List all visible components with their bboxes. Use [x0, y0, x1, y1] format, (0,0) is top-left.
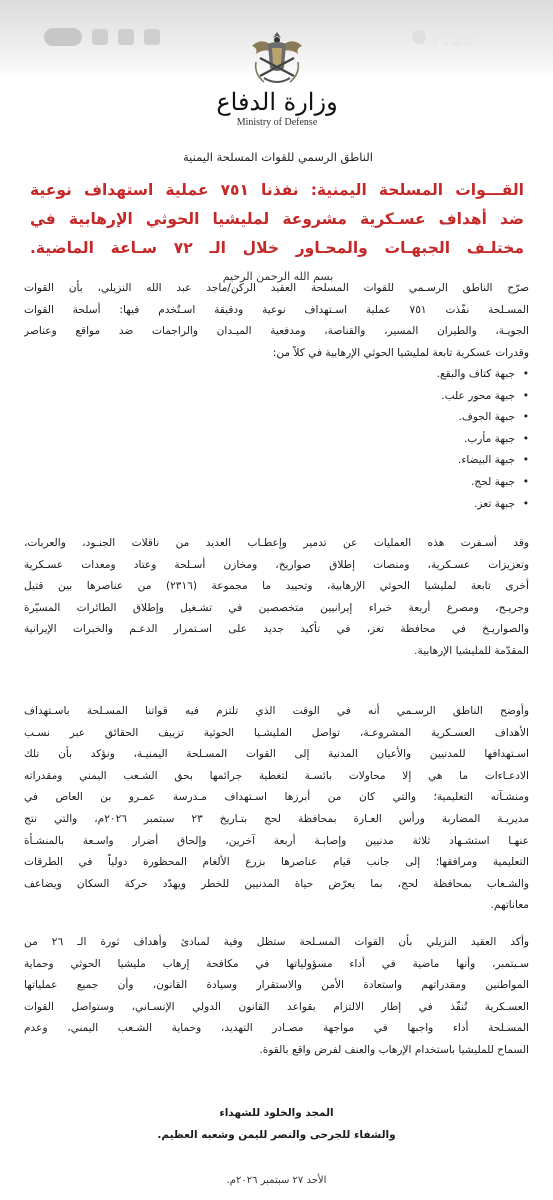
- text-line: عنهـا استشـهاد ثلاثة مدنيين وإصابـة أربعة آخرين، وإلحاق أضرار واسـعة بالمنشـأة: [24, 834, 529, 847]
- list-item: • جبهة الجوف.: [24, 407, 529, 429]
- text-line: الأهداف العسـكرية المشروعـة، تواصل المليشـيا الحوثية تزييف الحقائق عبر نسـب: [24, 726, 529, 739]
- text-line: مديريـة المضاربة ورأس العـارة بمحافظة لحج بتـاريخ ٢٣ سبتمبر ٢٠٢٦م، والتي نتج: [24, 812, 529, 825]
- basmala: بسم الله الرحمن الرحيم: [222, 270, 334, 283]
- text-line: والصواريـخ في محافظة تعز، في تأكيد جديد على اسـتمرار الدعـم والخبرات الإيرانية: [24, 623, 529, 636]
- moon-icon: [412, 30, 426, 44]
- list-item: • جبهة مأرب.: [24, 429, 529, 451]
- text-line: اسـتهدافها للمدنيين والأعيان المدنية إلى القوات المسـلحة اليمنيـة، ونؤكد بأن تلك: [24, 748, 529, 761]
- text-line: الجويـة، والطيران المسير، والقناصة، ومدفعية الميـدان والراجمات ضد مواقع وعناصر: [24, 325, 529, 338]
- text-line: المسـلحة نفّذت ٧٥١ عملية اسـتهداف نوعية ودقيقة اسـتُخدم فيها: أسلحة القوات: [24, 303, 529, 316]
- spokesman-heading: الناطق الرسمي للقوات المسلحة اليمنية: [183, 150, 373, 164]
- list-item: • جبهة محور علب.: [24, 386, 529, 408]
- yemen-military-emblem-icon: [246, 28, 308, 92]
- text-line: والشـعاب بمحافظة لحج، بما يعرّض حياة المدنيين للخطر ويهدّد حركة السكان ويضاعف: [24, 877, 529, 890]
- text-line: السماح للمليشيا باستخدام الإرهاب والعنف لفرض واقع بالقوة.: [259, 1043, 529, 1056]
- headline-line: القـــوات المسلحة اليمنية: نفذنا ٧٥١ عملية استهداف نوعية: [30, 181, 524, 199]
- text-line: معاناتهم.: [490, 899, 529, 912]
- text-line: وتعزيزات عسـكرية، ومنصات إطلاق صواريخ، ومخازن أسـلحة وعتاد ومعدات عسـكرية: [24, 558, 529, 571]
- text-line: وقدرات عسكرية تابعة لمليشيا الحوثي الإرهابية في كلاً من:: [272, 346, 529, 359]
- statement-date: الأحد ٢٧ سبتمبر ٢٠٢٦م.: [226, 1175, 327, 1186]
- wifi-icon: [92, 29, 108, 45]
- text-line: وأكد العقيد النزيلي بأن القوات المسـلحة ستظل وفية لمبادئ وأهداف ثورة الـ ٢٦ من: [24, 936, 529, 948]
- closing-line-martyrs: المجد والخلود للشهداء: [219, 1107, 334, 1119]
- battery-icon: [44, 28, 82, 46]
- status-icons: [44, 28, 160, 46]
- paragraph-commitment: [24, 932, 529, 1062]
- headline: [30, 176, 524, 263]
- paragraph-intro: [24, 278, 529, 364]
- headline-line: ضد أهداف عسـكرية مشروعة لمليشيا الحوثي الإرهابية في: [30, 210, 524, 228]
- ministry-title-english: Ministry of Defense: [236, 117, 318, 128]
- headline-line: مختلـف الجبهـات والمحـاور خلال الـ ٧٢ سـاعة الماضية.: [30, 239, 524, 257]
- text-line: وأوضح الناطق الرسـمي أنه في الوقت الذي تلتزم فيه قواتنا المسـلحة باسـتهداف: [24, 705, 529, 717]
- text-line: التعليمية ومرافقها؛ إلى جانب قيام عناصرها بزرع الألغام المحظورة دولياً في الطرقات: [24, 856, 529, 869]
- closing-line-wounded: والشفاء للجرحى والنصر لليمن وشعبه العظيم.: [157, 1129, 396, 1141]
- text-line: وجريـح، ومصرع أربعة خبراء إيرانيين متخصصين في تشـغيل وإطلاق الطائرات المسيّرة: [24, 601, 529, 614]
- text-line: ومنشـآته التعليمية؛ والتي كان من أبرزها اسـتهداف مـدرسة عمـرو بن العاص في: [24, 791, 529, 804]
- text-line: وقد أسـفرت هذه العمليات عن تدمير وإعطـاب العديد من ناقلات الجنـود، والعربات،: [24, 537, 529, 549]
- list-item: • جبهة تعز.: [24, 494, 529, 516]
- fronts-list: [24, 364, 529, 515]
- text-line: سـبتمبر، وأنها ماضية في أداء مسؤولياتها في مكافحة إرهاب مليشيا الحوثي وحماية: [24, 957, 529, 970]
- paragraph-results: [24, 533, 529, 663]
- signal-icon: [118, 29, 134, 45]
- list-item: • جبهة لحج.: [24, 472, 529, 494]
- list-item: • جبهة كتاف والبقع.: [24, 364, 529, 386]
- list-item: • جبهة البيضاء.: [24, 450, 529, 472]
- ministry-title-arabic: وزارة الدفاع: [216, 88, 338, 116]
- text-line: المواطنين ومقدراتهم واستعادة الأمن والاستقرار وسيادة القانون، وأن جميع عملياتها: [24, 979, 529, 992]
- paragraph-civilians: [24, 701, 529, 917]
- text-line: أخرى تابعة لمليشيا الحوثي الإرهابية، وتحييد ما مجموعة (٢٣١٦) من عناصرها بين قتيل: [24, 580, 529, 593]
- status-time: 7:59: [430, 26, 475, 51]
- text-line: المقدّمة للمليشيا الإرهابية.: [414, 644, 529, 657]
- text-line: المسـلحة أداء واجبها في مواجهة مصـادر التهديد، وحماية الشـعب اليمني، وعدم: [24, 1022, 529, 1035]
- carrier-icon: [144, 29, 160, 45]
- text-line: العسـكرية تُنفّذ في إطار الالتزام بقواعد القانون الدولي الإنسـاني، وستواصل القوات: [24, 1000, 529, 1013]
- text-line: الادعـاءات ما هي إلا محاولات بائسـة لتغطية جرائمها بحق الشـعب اليمني ومقدراته: [24, 769, 529, 782]
- text-line: صرّح الناطق الرسـمي للقوات المسلحة العقيد الركن/ماجد عبد الله النزيلي، بأن القوات: [24, 282, 529, 294]
